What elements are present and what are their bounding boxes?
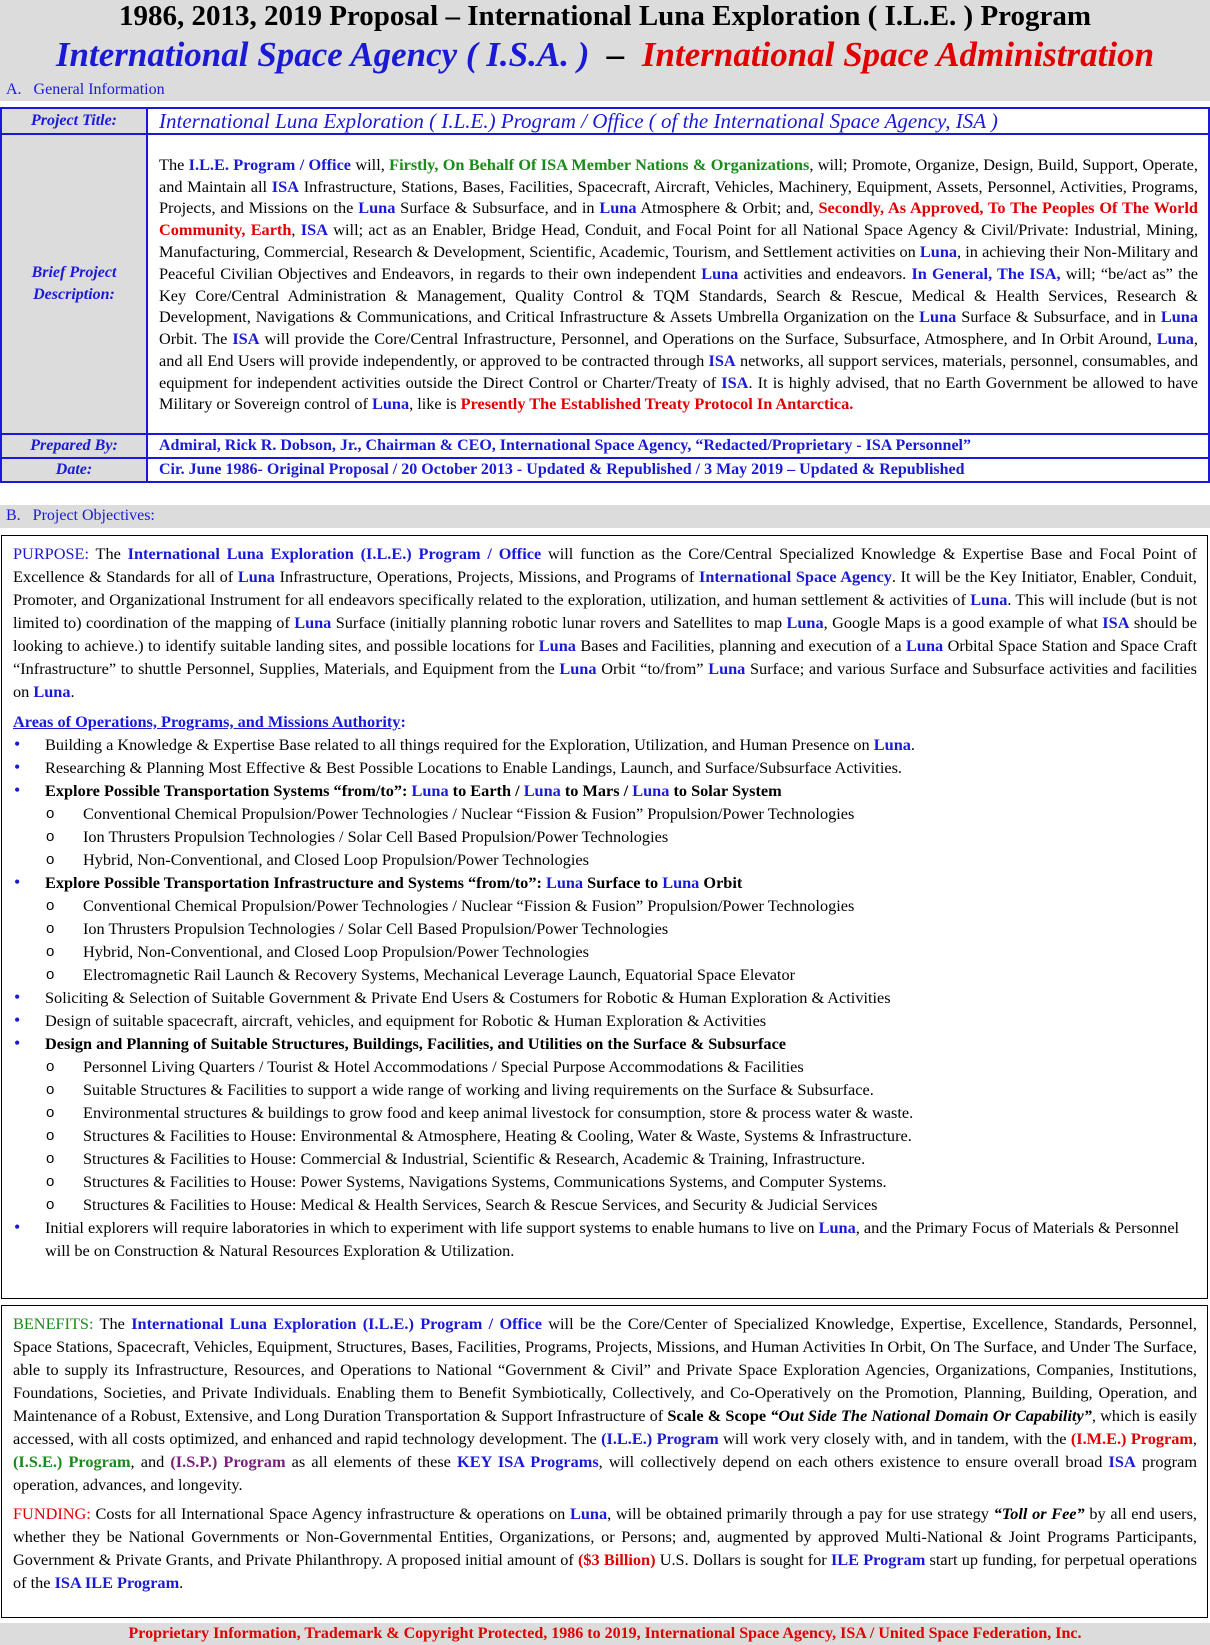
- text-run: ISA: [708, 350, 736, 370]
- sub-bullet-item: [13, 1055, 1197, 1078]
- text-run: Scale & Scope: [667, 1406, 771, 1425]
- text-run: Researching & Planning Most Effective & Best Possible Locations to Enable Landings, Launch, and Surface/Subsurface Activities.: [45, 758, 902, 777]
- text-run: .: [179, 1573, 184, 1592]
- text-run: Structures & Facilities to House: Power Systems, Navigations Systems, Communications Systems, and Computer Systems.: [83, 1172, 887, 1191]
- text-run: Initial explorers will require laboratories in which to experiment with life support systems to enable humans to live on: [45, 1218, 819, 1237]
- sub-bullet-item: [13, 825, 1197, 848]
- text-run: International Luna Exploration (I.L.E.) Program / Office: [131, 1314, 542, 1333]
- sub-bullet-item: [13, 1170, 1197, 1193]
- text-run: Soliciting & Selection of Suitable Government & Private End Users & Costumers for Robotic & Human Exploration & Activities: [45, 988, 891, 1007]
- benefits-funding-box: [1, 1305, 1208, 1618]
- text-run: will,: [351, 154, 390, 174]
- text-run: Luna: [1160, 307, 1198, 327]
- copyright-footer: Proprietary Information, Trademark & Copyright Protected, 1986 to 2019, International Space Agency, ISA / United Space Federation, Inc.: [0, 1623, 1210, 1645]
- text-run: Atmosphere & Orbit; and,: [636, 198, 819, 218]
- text-run: Design and Planning of Suitable Structures, Buildings, Facilities, and Utilities on the Surface & Subsurface: [45, 1034, 787, 1053]
- text-run: will work very closely with, and in tandem, with the: [718, 1429, 1071, 1448]
- text-run: “Out Side The National Domain Or Capability”: [770, 1406, 1092, 1425]
- text-run: will; act as an Enabler, Bridge Head, Conduit, and Focal Point for all National Space Agency & Civil/Private: Industrial, Mining, Manufacturing, Commercial, Research & Development, Scientific, Academic, Tourism, and Settlement activities on: [159, 220, 1199, 261]
- description-row: [1, 134, 1209, 434]
- date-value: Cir. June 1986- Original Proposal / 20 October 2013 - Updated & Republished / 3 May 2019 – Updated & Republished: [159, 461, 965, 478]
- text-run: Environmental structures & buildings to grow food and keep animal livestock for consumption, store & process water & waste.: [83, 1103, 914, 1122]
- section-b-heading: B. Project Objectives:: [0, 505, 1210, 528]
- text-run: ISA ILE Program: [54, 1573, 180, 1592]
- text-run: Luna: [919, 241, 958, 261]
- text-run: International Luna Exploration (I.L.E.) Program / Office: [127, 544, 542, 563]
- areas-heading-colon: :: [400, 712, 406, 731]
- text-run: start up funding, for perpetual operations of the: [13, 1550, 1197, 1592]
- text-run: International Space Agency: [698, 567, 892, 586]
- sub-bullet-item: [13, 1147, 1197, 1170]
- areas-heading: [13, 710, 1197, 733]
- text-run: Surface & Subsurface, and in: [395, 198, 600, 218]
- agency-name: International Space Agency ( I.S.A. ): [55, 35, 590, 74]
- text-run: The: [89, 544, 128, 563]
- sub-bullet-item: [13, 963, 1197, 986]
- text-run: Hybrid, Non-Conventional, and Closed Loop Propulsion/Power Technologies: [83, 942, 589, 961]
- text-run: ($3 Billion): [578, 1550, 656, 1569]
- text-run: ISA: [721, 372, 749, 392]
- text-run: will provide the Core/Central Infrastructure, Personnel, and Operations on the Surface, Subsurface, Atmosphere, and In Orbit Around,: [259, 329, 1157, 349]
- text-run: Building a Knowledge & Expertise Base related to all things required for the Exploration, Utilization, and Human Presence on: [45, 735, 874, 754]
- text-run: (I.M.E.) Program: [1070, 1429, 1193, 1448]
- text-run: .: [70, 682, 75, 701]
- bullet-item: [13, 1009, 1197, 1032]
- text-run: Luna: [371, 394, 410, 414]
- text-run: ISA: [271, 176, 299, 196]
- text-run: “Toll or Fee”: [993, 1504, 1085, 1523]
- text-run: , which is easily accessed, with all costs optimized, and enhanced and rapid technology development. The: [13, 1406, 1197, 1448]
- document-header: [0, 0, 1210, 79]
- text-run: ,: [291, 220, 301, 240]
- paragraph-label: FUNDING:: [13, 1504, 91, 1523]
- text-run: Suitable Structures & Facilities to support a wide range of working and living requirements on the Surface & Subsurface.: [83, 1080, 874, 1099]
- text-run: Costs for all International Space Agency infrastructure & operations on: [90, 1504, 570, 1523]
- text-run: , will be obtained primarily through a pay for use strategy: [607, 1504, 994, 1523]
- text-run: ISA: [232, 329, 260, 349]
- date-label: Date:: [1, 458, 147, 482]
- text-run: Bases and Facilities, planning and execution of a: [575, 636, 907, 655]
- text-run: Orbital Space Station and Space Craft “Infrastructure” to shuttle Personnel, Supplies, Materials, and Equipment from the: [13, 636, 1197, 678]
- text-run: Surface; and various Surface and Subsurface activities and facilities on: [13, 659, 1197, 701]
- text-run: Orbit. The: [159, 329, 233, 349]
- text-run: to Solar System: [669, 781, 782, 800]
- text-run: (I.S.P.) Program: [170, 1452, 286, 1471]
- text-run: Surface & Subsurface, and in: [956, 307, 1161, 327]
- text-run: Luna: [358, 198, 396, 218]
- text-run: , will collectively depend on each others existence to ensure overall broad: [598, 1452, 1109, 1471]
- text-run: (I.L.E.) Program: [601, 1429, 719, 1448]
- text-run: by all end users, whether they be National Governments or Non-Governmental Entities, Organizations, or Persons; and, augmented by approved Multi-National & Joint Programs Participants, Government & Private Grants, and Private Philanthropy. A proposed initial amount of: [13, 1504, 1197, 1569]
- text-run: KEY ISA Programs: [457, 1452, 599, 1471]
- areas-list: [13, 733, 1197, 1262]
- funding-paragraph: [13, 1502, 1197, 1594]
- text-run: Luna: [701, 263, 739, 283]
- text-run: as all elements of these: [285, 1452, 458, 1471]
- bullet-item: [13, 1216, 1197, 1262]
- text-run: Infrastructure, Stations, Bases, Facilities, Spacecraft, Aircraft, Vehicles, Machinery, Equipment, Assets, Personnel, Activities, Programs, Projects, and Missions on the: [159, 176, 1198, 218]
- text-run: will; “be/act as” the Key Core/Central Administration & Management, Quality Control & TQM Standards, Search & Rescue, Medical & Health Services, Research & Development, Navigations & Communications, and Critical Infrastructure & Assets Umbrella Organization on the: [159, 263, 1198, 327]
- text-run: program operation, advances, and longevity.: [13, 1452, 1197, 1494]
- text-run: , in achieving their Non-Military and Peaceful Civilian Objectives and Endeavors, in regards to their own independent: [159, 241, 1198, 283]
- section-a-heading: A. General Information: [0, 79, 1210, 101]
- text-run: Orbit “to/from”: [596, 659, 709, 678]
- text-run: Explore Possible Transportation Systems “from/to”:: [45, 781, 412, 800]
- text-run: , and the Primary Focus of Materials & Personnel will be on Construction & Natural Resources Exploration & Utilization.: [45, 1218, 1180, 1260]
- benefits-paragraph: [13, 1312, 1197, 1496]
- text-run: Hybrid, Non-Conventional, and Closed Loop Propulsion/Power Technologies: [83, 850, 589, 869]
- prepared-by-row: [1, 434, 1209, 458]
- text-run: .: [910, 735, 915, 754]
- text-run: will be the Core/Center of Specialized Knowledge, Expertise, Excellence, Standards, Personnel, Space Stations, Spacecraft, Vehicles, Equipment, Structures, Bases, Facilities, Programs, Projects, Missions, and Human Activities In Orbit, On The Surface, and Under The Surface, able to supply its Infrastructure, Resources, and Operations to National “Government & Civil” and Private Space Exploration Agencies, Organizations, Companies, Institutions, Foundations, Societies, and Private Individuals. Enabling them to Benefit Symbiotically, Collectively, and Co-Operatively on the Promotion, Planning, Building, Operation, and Maintenance of a Robust, Extensive, and Long Duration Transportation & Support Infrastructure of: [13, 1314, 1197, 1425]
- text-run: Orbit: [699, 873, 743, 892]
- text-run: Luna: [559, 659, 597, 678]
- text-run: Luna: [919, 307, 957, 327]
- general-information-table: [0, 107, 1210, 483]
- text-run: , and: [130, 1452, 171, 1471]
- text-run: , and all End Users will provide independently, or approved to be contracted through: [159, 329, 1198, 370]
- text-run: ISA: [1102, 613, 1130, 632]
- text-run: Luna: [818, 1218, 856, 1237]
- text-run: will function as the Core/Central Specialized Knowledge & Expertise Base and Focal Point of Excellence & Standards for all of: [13, 544, 1197, 586]
- text-run: . It is highly advised, that no Earth Government be allowed to have Military or Sovereign control of: [159, 372, 1198, 414]
- text-run: Luna: [545, 873, 584, 892]
- text-run: Luna: [599, 198, 637, 218]
- sub-bullet-item: [13, 917, 1197, 940]
- text-run: Secondly, As Approved, To The Peoples Of The World Community, Earth: [159, 198, 1198, 240]
- text-run: Luna: [970, 590, 1008, 609]
- text-run: , like is: [409, 394, 461, 414]
- agency-separator: –: [589, 35, 642, 74]
- text-run: Infrastructure, Operations, Projects, Missions, and Programs of: [274, 567, 699, 586]
- bullet-item: [13, 779, 1197, 802]
- text-run: Ion Thrusters Propulsion Technologies / Solar Cell Based Propulsion/Power Technologies: [83, 919, 669, 938]
- text-run: to Earth /: [448, 781, 524, 800]
- bullet-item: [13, 871, 1197, 894]
- bullet-item: [13, 1032, 1197, 1055]
- sub-bullet-item: [13, 848, 1197, 871]
- text-run: Luna: [873, 735, 911, 754]
- prepared-by-value: Admiral, Rick R. Dobson, Jr., Chairman & CEO, International Space Agency, “Redacted/Proprietary - ISA Personnel”: [159, 437, 971, 454]
- text-run: activities and endeavors.: [738, 263, 912, 283]
- text-run: Ion Thrusters Propulsion Technologies / Solar Cell Based Propulsion/Power Technologies: [83, 827, 669, 846]
- text-run: Explore Possible Transportation Infrastructure and Systems “from/to”:: [45, 873, 546, 892]
- text-run: U.S. Dollars is sought for: [655, 1550, 831, 1569]
- text-run: Luna: [237, 567, 275, 586]
- purpose-paragraph: [13, 542, 1197, 703]
- project-title-value: International Luna Exploration ( I.L.E.) Program / Office ( of the International Space Agency, ISA ): [159, 109, 998, 133]
- sub-bullet-item: [13, 802, 1197, 825]
- text-run: In General, The ISA,: [911, 263, 1061, 283]
- text-run: Personnel Living Quarters / Tourist & Hotel Accommodations / Special Purpose Accommodations & Facilities: [83, 1057, 804, 1076]
- prepared-by-label: Prepared By:: [1, 434, 147, 458]
- text-run: Presently The Established Treaty Protocol In Antarctica.: [460, 394, 854, 414]
- text-run: Luna: [662, 873, 700, 892]
- project-title-row: [1, 108, 1209, 134]
- text-run: to Mars /: [560, 781, 633, 800]
- text-run: should be looking to achieve.) to identify suitable landing sites, and possible locations for: [13, 613, 1198, 655]
- text-run: Surface (initially planning robotic lunar rovers and Satellites to map: [331, 613, 787, 632]
- text-run: ILE Program: [830, 1550, 926, 1569]
- project-title-label: Project Title:: [1, 108, 147, 134]
- bullet-item: [13, 733, 1197, 756]
- sub-bullet-item: [13, 1193, 1197, 1216]
- text-run: Luna: [906, 636, 944, 655]
- text-run: Luna: [33, 682, 71, 701]
- text-run: Conventional Chemical Propulsion/Power Technologies / Nuclear “Fission & Fusion” Propulsion/Power Technologies: [83, 896, 855, 915]
- description-label: Brief Project Description:: [1, 134, 147, 434]
- text-run: Electromagnetic Rail Launch & Recovery Systems, Mechanical Leverage Launch, Equatorial Space Elevator: [83, 965, 796, 984]
- date-row: [1, 458, 1209, 482]
- sub-bullet-item: [13, 1101, 1197, 1124]
- text-run: Conventional Chemical Propulsion/Power Technologies / Nuclear “Fission & Fusion” Propulsion/Power Technologies: [83, 804, 855, 823]
- text-run: Luna: [632, 781, 670, 800]
- text-run: Structures & Facilities to House: Medical & Health Services, Search & Rescue Services, and Security & Judicial Services: [83, 1195, 878, 1214]
- text-run: . This will include (but is not limited to) coordination of the mapping of: [13, 590, 1197, 632]
- project-objectives-box: [1, 535, 1208, 1299]
- text-run: ISA: [1108, 1452, 1136, 1471]
- areas-heading-text: Areas of Operations, Programs, and Missions Authority: [13, 712, 401, 731]
- text-run: I.L.E. Program / Office: [188, 154, 352, 174]
- text-run: (I.S.E.) Program: [13, 1452, 131, 1471]
- text-run: , will; Promote, Organize, Design, Build, Support, Operate, and Maintain all: [159, 154, 1198, 196]
- text-run: Luna: [523, 781, 561, 800]
- proposal-title: 1986, 2013, 2019 Proposal – International Luna Exploration ( I.L.E. ) Program: [118, 0, 1092, 32]
- text-run: , Google Maps is a good example of what: [823, 613, 1103, 632]
- bullet-item: [13, 756, 1197, 779]
- text-run: The: [93, 1314, 132, 1333]
- text-run: Luna: [1156, 329, 1194, 349]
- text-run: Surface to: [583, 873, 663, 892]
- text-run: ISA: [300, 220, 328, 240]
- text-run: Structures & Facilities to House: Commercial & Industrial, Scientific & Research, Academic & Training, Infrastructure.: [83, 1149, 866, 1168]
- paragraph-label: BENEFITS:: [13, 1314, 94, 1333]
- sub-bullet-item: [13, 894, 1197, 917]
- administration-name: International Space Administration: [641, 35, 1155, 74]
- sub-bullet-item: [13, 940, 1197, 963]
- text-run: . It will be the Key Initiator, Enabler, Conduit, Promoter, and Organizational Instrument for all endeavors specifically related to the exploration, utilization, and human settlement & activities of: [13, 567, 1197, 609]
- text-run: Design of suitable spacecraft, aircraft, vehicles, and equipment for Robotic & Human Exploration & Activities: [45, 1011, 767, 1030]
- agency-title: [0, 34, 1210, 76]
- text-run: Luna: [708, 659, 746, 678]
- text-run: Luna: [294, 613, 332, 632]
- text-run: Structures & Facilities to House: Environmental & Atmosphere, Heating & Cooling, Water & Waste, Systems & Infrastructure.: [83, 1126, 912, 1145]
- project-description: [159, 152, 1198, 417]
- sub-bullet-item: [13, 1124, 1197, 1147]
- text-run: Luna: [569, 1504, 608, 1523]
- paragraph-label: PURPOSE:: [13, 544, 90, 563]
- text-run: The: [159, 154, 189, 174]
- text-run: Luna: [538, 636, 576, 655]
- text-run: Luna: [411, 781, 449, 800]
- text-run: networks, all support services, materials, personnel, consumables, and equipment for independent activities outside the Direct Control or Charter/Treaty of: [159, 350, 1198, 392]
- text-run: Luna: [786, 613, 824, 632]
- text-run: ,: [1192, 1429, 1197, 1448]
- text-run: Firstly, On Behalf Of ISA Member Nations & Organizations: [389, 154, 810, 174]
- bullet-item: [13, 986, 1197, 1009]
- sub-bullet-item: [13, 1078, 1197, 1101]
